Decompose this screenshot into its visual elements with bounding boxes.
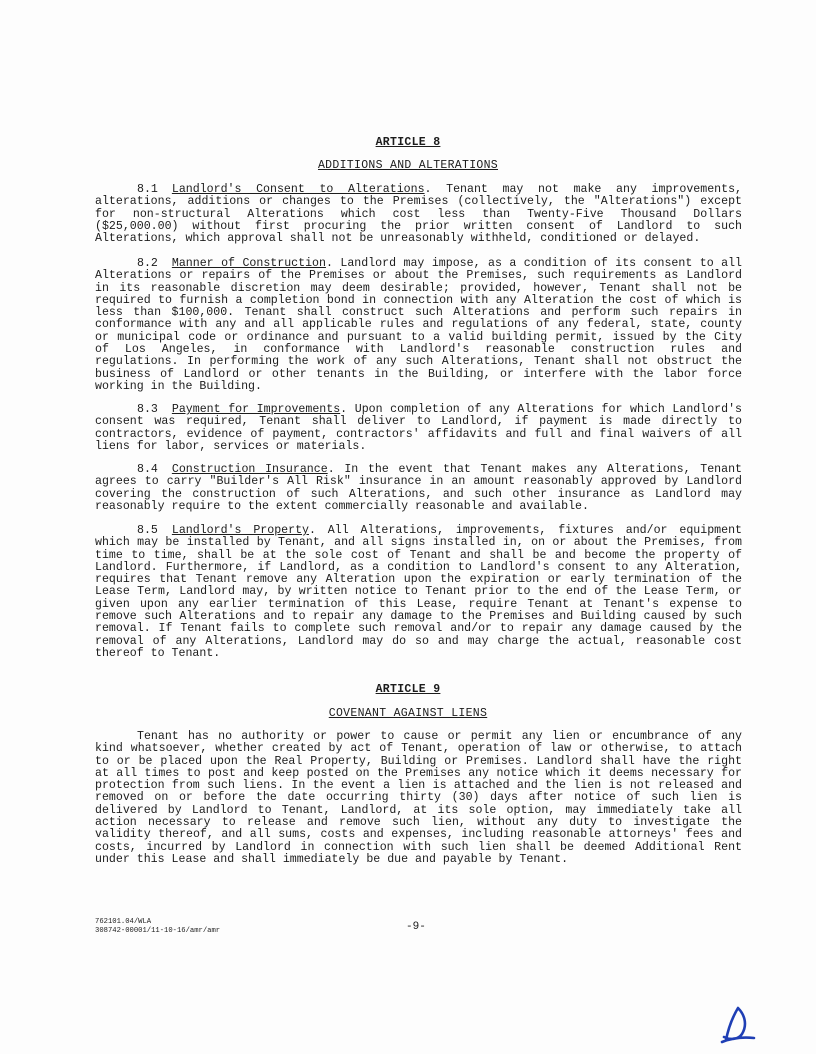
article-8-subtitle: ADDITIONS AND ALTERATIONS: [317, 159, 499, 172]
article-8-title: ARTICLE 8: [375, 136, 441, 149]
article-9-subtitle: COVENANT AGAINST LIENS: [328, 707, 488, 720]
section-heading: Manner of Construction: [171, 257, 326, 270]
page-number: -9-: [406, 921, 426, 933]
section-8-3: [95, 404, 742, 453]
section-heading: Landlord's Consent to Alterations: [171, 183, 425, 196]
section-heading: Landlord's Property: [171, 524, 309, 537]
section-number: 8.3: [137, 403, 158, 416]
section-heading: Payment for Improvements: [171, 403, 341, 416]
section-text: . Tenant may not make any improvements, alterations, additions or changes to the Premises (collectively, the "Alterations") except for non-structural Alterations which cost less than Twenty-Five Thousand Dollars ($25,000.00) without first procuring the prior written consent of Landlord to such Alterations, which approval shall not be unreasonably withheld, conditioned or delayed.: [95, 183, 742, 246]
section-text: . Landlord may impose, as a condition of its consent to all Alterations or repairs of the Premises or about the Premises, such requirements as Landlord in its reasonable discretion may deem desirable; provided, however, Tenant shall not be required to furnish a completion bond in connection with any Alteration the cost of which is less than $100,000. Tenant shall construct such Alterations and perform such repairs in conformance with any and all applicable rules and regulations of any federal, state, county or municipal code or ordinance and pursuant to a valid building permit, issued by the City of Los Angeles, in conformance with Landlord's reasonable construction rules and regulations. In performing the work of any such Alterations, Tenant shall not obstruct the business of Landlord or other tenants in the Building, or interfere with the labor force working in the Building.: [95, 257, 742, 393]
section-text: . All Alterations, improvements, fixtures and/or equipment which may be installed by Tenant, and all signs installed in, on or about the Premises, from time to time, shall be at the sole cost of Tenant and shall be and become the property of Landlord. Furthermore, if Landlord, as a condition to Landlord's consent to any Alteration, requires that Tenant remove any Alteration upon the expiration or early termination of the Lease Term, Landlord may, by written notice to Tenant prior to the end of the Lease Term, or given upon any earlier termination of this Lease, require Tenant at Tenant's expense to remove such Alterations and to repair any damage to the Premises and Building caused by such removal. If Tenant fails to complete such removal and/or to repair any damage caused by the removal of any Alterations, Landlord may do so and may charge the actual, reasonable cost thereof to Tenant.: [95, 524, 742, 660]
section-8-2: [95, 258, 742, 393]
section-number: 8.4: [137, 463, 158, 476]
section-number: 8.2: [137, 257, 158, 270]
article-9-title: ARTICLE 9: [375, 683, 441, 696]
document-id-line-2: 308742-00001/11-10-16/amr/amr: [95, 927, 221, 935]
section-8-5: [95, 525, 742, 660]
document-id: [95, 918, 220, 936]
document-id-line-1: 762101.04/WLA: [95, 918, 152, 926]
section-8-4: [95, 464, 742, 513]
section-8-1: [95, 184, 742, 245]
article-9-body: Tenant has no authority or power to cause or permit any lien or encumbrance of any kind whatsoever, whether created by act of Tenant, operation of law or otherwise, to attach to or be placed upon the Real Property, Building or Premises. Landlord shall have the right at all times to post and keep posted on the Premises any notice which it deems necessary for protection from such liens. In the event a lien is attached and the lien is not released and removed on or before the date occurring thirty (30) days after notice of such lien is delivered by Landlord to Tenant, Landlord, at its sole option, may immediately take all action necessary to release and remove such lien, without any duty to investigate the validity thereof, and all sums, costs and expenses, including reasonable attorneys' fees and costs, incurred by Landlord in connection with such lien shall be deemed Additional Rent under this Lease and shall immediately be due and payable by Tenant.: [95, 730, 742, 866]
section-number: 8.5: [137, 524, 158, 537]
section-heading: Construction Insurance: [171, 463, 328, 476]
initials-signature-icon: [718, 1004, 758, 1046]
section-text: . In the event that Tenant makes any Alterations, Tenant agrees to carry "Builder's All Risk" insurance in an amount reasonably approved by Landlord covering the construction of such Alterations, and such other insurance as Landlord may reasonably require to the extent commercially reasonable and available.: [95, 463, 742, 513]
section-text: . Upon completion of any Alterations for which Landlord's consent was required, Tenant shall deliver to Landlord, if payment is made directly to contractors, evidence of payment, contractors' affidavits and full and final waivers of all liens for labor, services or materials.: [95, 403, 742, 453]
section-number: 8.1: [137, 183, 158, 196]
